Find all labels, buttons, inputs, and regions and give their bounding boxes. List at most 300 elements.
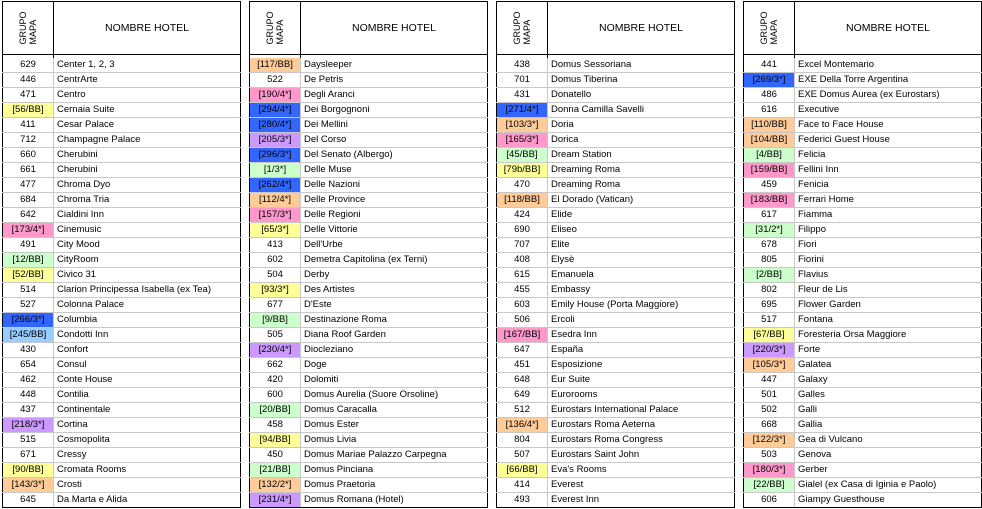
table-row <box>3 178 241 193</box>
map-group-code: 527 <box>3 298 54 313</box>
hotel-name: Fiamma <box>795 208 982 223</box>
map-group-code: 671 <box>3 448 54 463</box>
table-row <box>497 298 735 313</box>
hotel-name: Eurostars Roma Aeterna <box>548 418 735 433</box>
map-group-code: 493 <box>497 493 548 508</box>
table-row <box>744 253 982 268</box>
hotel-name: Derby <box>301 268 488 283</box>
table-row <box>3 433 241 448</box>
hotel-name: Eurorooms <box>548 388 735 403</box>
hotel-name: Everest Inn <box>548 493 735 508</box>
nombre-hotel-header: NOMBRE HOTEL <box>795 2 982 55</box>
table-row <box>3 118 241 133</box>
table-row <box>497 403 735 418</box>
map-group-code: 470 <box>497 178 548 193</box>
map-group-code: [230/4*] <box>250 343 301 358</box>
hotel-name: Clarion Principessa Isabella (ex Tea) <box>54 283 241 298</box>
hotel-name: España <box>548 343 735 358</box>
hotel-name: Eliseo <box>548 223 735 238</box>
map-group-code: 616 <box>744 103 795 118</box>
map-group-code: 411 <box>3 118 54 133</box>
hotel-name: Gea di Vulcano <box>795 433 982 448</box>
map-group-code: [2/BB] <box>744 268 795 283</box>
hotel-name: Fenicia <box>795 178 982 193</box>
hotel-name: Ercoli <box>548 313 735 328</box>
hotel-name: Cherubini <box>54 163 241 178</box>
table-row <box>250 133 488 148</box>
table-row <box>744 118 982 133</box>
map-group-code: 408 <box>497 253 548 268</box>
hotel-name: Giampy Guesthouse <box>795 493 982 508</box>
hotel-name: Domus Mariae Palazzo Carpegna <box>301 448 488 463</box>
hotel-name: Colonna Palace <box>54 298 241 313</box>
map-group-code: 455 <box>497 283 548 298</box>
table-row <box>744 478 982 493</box>
hotel-name: Eurostars International Palace <box>548 403 735 418</box>
grupo-mapa-header: GRUPO MAPA <box>497 2 548 55</box>
hotel-name: Cialdini Inn <box>54 208 241 223</box>
hotel-name: Gerber <box>795 463 982 478</box>
map-group-code: [143/3*] <box>3 478 54 493</box>
table-row <box>250 73 488 88</box>
map-group-code: 707 <box>497 238 548 253</box>
map-group-code: [271/4*] <box>497 103 548 118</box>
hotel-name: Condotti Inn <box>54 328 241 343</box>
table-row <box>3 58 241 73</box>
table-row <box>744 88 982 103</box>
hotel-name: Cosmopolita <box>54 433 241 448</box>
map-group-code: 501 <box>744 388 795 403</box>
hotel-name: Embassy <box>548 283 735 298</box>
table-row <box>744 358 982 373</box>
table-row <box>3 358 241 373</box>
table-row <box>3 448 241 463</box>
hotel-name: City Mood <box>54 238 241 253</box>
map-group-code: 486 <box>744 88 795 103</box>
hotel-table <box>743 1 982 508</box>
hotel-name: Del Senato (Albergo) <box>301 148 488 163</box>
table-row <box>250 208 488 223</box>
table-row <box>3 73 241 88</box>
table-row <box>497 463 735 478</box>
map-group-code: 684 <box>3 193 54 208</box>
nombre-hotel-header: NOMBRE HOTEL <box>301 2 488 55</box>
table-row <box>3 313 241 328</box>
map-group-code: [205/3*] <box>250 133 301 148</box>
hotel-name: Elide <box>548 208 735 223</box>
hotel-name: Domus Tiberina <box>548 73 735 88</box>
table-row <box>497 433 735 448</box>
map-group-code: 677 <box>250 298 301 313</box>
hotel-table <box>249 1 488 508</box>
map-group-code: 446 <box>3 73 54 88</box>
table-row <box>744 493 982 508</box>
table-row <box>497 223 735 238</box>
hotel-name: Eva's Rooms <box>548 463 735 478</box>
table-row <box>250 493 488 508</box>
map-group-code: 647 <box>497 343 548 358</box>
table-row <box>497 478 735 493</box>
map-group-code: [294/4*] <box>250 103 301 118</box>
table-row <box>497 163 735 178</box>
table-row <box>3 298 241 313</box>
map-group-code: 802 <box>744 283 795 298</box>
table-row <box>250 313 488 328</box>
hotel-name: Chroma Tria <box>54 193 241 208</box>
table-row <box>3 223 241 238</box>
map-group-code: [118/BB] <box>497 193 548 208</box>
map-group-code: 600 <box>250 388 301 403</box>
map-group-code: 447 <box>744 373 795 388</box>
map-group-code: [45/BB] <box>497 148 548 163</box>
map-group-code: [167/BB] <box>497 328 548 343</box>
hotel-name: Delle Vittorie <box>301 223 488 238</box>
table-row <box>497 178 735 193</box>
map-group-code: 660 <box>3 148 54 163</box>
hotel-name: EXE Della Torre Argentina <box>795 73 982 88</box>
hotel-name: Cesar Palace <box>54 118 241 133</box>
table-row <box>3 463 241 478</box>
hotel-name: Galaxy <box>795 373 982 388</box>
hotel-name: Confort <box>54 343 241 358</box>
hotel-name: Civico 31 <box>54 268 241 283</box>
hotel-name: Elite <box>548 238 735 253</box>
map-group-code: 678 <box>744 238 795 253</box>
table-row <box>497 448 735 463</box>
table-row <box>497 103 735 118</box>
grupo-mapa-header: GRUPO MAPA <box>250 2 301 55</box>
map-group-code: [12/BB] <box>3 253 54 268</box>
table-row <box>497 118 735 133</box>
table-row <box>250 193 488 208</box>
table-row <box>744 448 982 463</box>
map-group-code: [183/BB] <box>744 193 795 208</box>
table-row <box>744 223 982 238</box>
table-row <box>3 208 241 223</box>
table-row <box>250 358 488 373</box>
map-group-code: [4/BB] <box>744 148 795 163</box>
hotel-name: Destinazione Roma <box>301 313 488 328</box>
table-row <box>250 178 488 193</box>
table-row <box>3 418 241 433</box>
map-group-code: 629 <box>3 58 54 73</box>
map-group-code: 522 <box>250 73 301 88</box>
hotel-name: Domus Praetoria <box>301 478 488 493</box>
hotel-table-2 <box>249 1 487 508</box>
map-group-code: [105/3*] <box>744 358 795 373</box>
nombre-hotel-header: NOMBRE HOTEL <box>54 2 241 55</box>
map-group-code: 441 <box>744 58 795 73</box>
map-group-code: [159/BB] <box>744 163 795 178</box>
hotel-name: Domus Romana (Hotel) <box>301 493 488 508</box>
hotel-name: Cinemusic <box>54 223 241 238</box>
hotel-name: Dei Borgognoni <box>301 103 488 118</box>
hotel-name: El Dorado (Vatican) <box>548 193 735 208</box>
hotel-name: Domus Aurelia (Suore Orsoline) <box>301 388 488 403</box>
table-row <box>497 133 735 148</box>
hotel-name: Forte <box>795 343 982 358</box>
hotel-name: Cernaia Suite <box>54 103 241 118</box>
table-row <box>250 478 488 493</box>
hotel-name: Doge <box>301 358 488 373</box>
table-row <box>744 163 982 178</box>
map-group-code: 413 <box>250 238 301 253</box>
hotel-name: De Petris <box>301 73 488 88</box>
table-row <box>497 358 735 373</box>
map-group-code: 668 <box>744 418 795 433</box>
table-row <box>744 328 982 343</box>
grupo-mapa-header: GRUPO MAPA <box>3 2 54 55</box>
hotel-table-1 <box>2 1 240 508</box>
table-row <box>744 298 982 313</box>
hotel-name: Consul <box>54 358 241 373</box>
hotel-name: Continentale <box>54 403 241 418</box>
hotel-name: Cortina <box>54 418 241 433</box>
table-row <box>497 73 735 88</box>
table-row <box>744 73 982 88</box>
hotel-name: Des Artistes <box>301 283 488 298</box>
table-row <box>3 373 241 388</box>
map-group-code: 517 <box>744 313 795 328</box>
hotel-name: Delle Province <box>301 193 488 208</box>
map-group-code: 514 <box>3 283 54 298</box>
hotel-name: Demetra Capitolina (ex Terni) <box>301 253 488 268</box>
table-row <box>3 478 241 493</box>
hotel-name: Degli Aranci <box>301 88 488 103</box>
map-group-code: [52/BB] <box>3 268 54 283</box>
map-group-code: 805 <box>744 253 795 268</box>
table-row <box>250 223 488 238</box>
map-group-code: 458 <box>250 418 301 433</box>
hotel-table-3 <box>496 1 734 508</box>
map-group-code: 712 <box>3 133 54 148</box>
hotel-name: Centro <box>54 88 241 103</box>
hotel-name: Eurostars Saint John <box>548 448 735 463</box>
table-row <box>497 253 735 268</box>
table-row <box>3 253 241 268</box>
map-group-code: 504 <box>250 268 301 283</box>
hotel-name: Champagne Palace <box>54 133 241 148</box>
hotel-name: Dream Station <box>548 148 735 163</box>
map-group-code: [94/BB] <box>250 433 301 448</box>
map-group-code: [103/3*] <box>497 118 548 133</box>
map-group-code: [112/4*] <box>250 193 301 208</box>
table-row <box>744 373 982 388</box>
map-group-code: 512 <box>497 403 548 418</box>
hotel-name: Galli <box>795 403 982 418</box>
map-group-code: 505 <box>250 328 301 343</box>
nombre-hotel-header: NOMBRE HOTEL <box>548 2 735 55</box>
map-group-code: 654 <box>3 358 54 373</box>
map-group-code: [9/BB] <box>250 313 301 328</box>
table-row <box>3 388 241 403</box>
map-group-code: 662 <box>250 358 301 373</box>
hotel-name: CentrArte <box>54 73 241 88</box>
map-group-code: [22/BB] <box>744 478 795 493</box>
map-group-code: [110/BB] <box>744 118 795 133</box>
map-group-code: 606 <box>744 493 795 508</box>
map-group-code: 451 <box>497 358 548 373</box>
table-row <box>744 388 982 403</box>
map-group-code: [122/3*] <box>744 433 795 448</box>
map-group-code: 642 <box>3 208 54 223</box>
hotel-name: Flavius <box>795 268 982 283</box>
table-row <box>497 88 735 103</box>
map-group-code: [93/3*] <box>250 283 301 298</box>
table-row <box>3 193 241 208</box>
table-row <box>744 133 982 148</box>
table-row <box>250 118 488 133</box>
map-group-code: 617 <box>744 208 795 223</box>
map-group-code: [1/3*] <box>250 163 301 178</box>
table-row <box>497 328 735 343</box>
table-row <box>3 88 241 103</box>
hotel-name: Da Marta e Alida <box>54 493 241 508</box>
map-group-code: 450 <box>250 448 301 463</box>
hotel-name: Daysleeper <box>301 58 488 73</box>
hotel-name: Chroma Dyo <box>54 178 241 193</box>
table-row <box>250 388 488 403</box>
table-row <box>497 493 735 508</box>
table-row <box>744 178 982 193</box>
map-group-code: 648 <box>497 373 548 388</box>
map-group-code: 507 <box>497 448 548 463</box>
hotel-name: Fontana <box>795 313 982 328</box>
table-row <box>497 148 735 163</box>
table-row <box>250 373 488 388</box>
hotel-name: Fiori <box>795 238 982 253</box>
table-row <box>250 88 488 103</box>
table-row <box>497 313 735 328</box>
table-row <box>497 208 735 223</box>
map-group-code: 506 <box>497 313 548 328</box>
map-group-code: 471 <box>3 88 54 103</box>
hotel-name: Diocleziano <box>301 343 488 358</box>
map-group-code: [262/4*] <box>250 178 301 193</box>
map-group-code: [245/BB] <box>3 328 54 343</box>
hotel-name: Columbia <box>54 313 241 328</box>
table-row <box>744 58 982 73</box>
hotel-table <box>496 1 735 508</box>
map-group-code: [180/3*] <box>744 463 795 478</box>
hotel-name: Dei Mellini <box>301 118 488 133</box>
map-group-code: 690 <box>497 223 548 238</box>
hotel-name: Eurostars Roma Congress <box>548 433 735 448</box>
table-row <box>497 193 735 208</box>
table-row <box>250 448 488 463</box>
map-group-code: 414 <box>497 478 548 493</box>
table-row <box>497 418 735 433</box>
table-row <box>250 298 488 313</box>
map-group-code: [90/BB] <box>3 463 54 478</box>
map-group-code: [190/4*] <box>250 88 301 103</box>
hotel-name: Donna Camilla Savelli <box>548 103 735 118</box>
table-row <box>3 133 241 148</box>
hotel-name: Eur Suite <box>548 373 735 388</box>
map-group-code: 430 <box>3 343 54 358</box>
table-row <box>744 433 982 448</box>
hotel-table-4 <box>743 1 981 508</box>
map-group-code: [65/3*] <box>250 223 301 238</box>
table-row <box>250 343 488 358</box>
map-group-code: 695 <box>744 298 795 313</box>
hotel-table <box>2 1 241 508</box>
map-group-code: [220/3*] <box>744 343 795 358</box>
hotel-name: Dorica <box>548 133 735 148</box>
hotel-name: Domus Ester <box>301 418 488 433</box>
map-group-code: [218/3*] <box>3 418 54 433</box>
hotel-name: Del Corso <box>301 133 488 148</box>
table-row <box>497 388 735 403</box>
hotel-name: Elysè <box>548 253 735 268</box>
hotel-name: Gialel (ex Casa di Iginia e Paolo) <box>795 478 982 493</box>
hotel-name: D'Este <box>301 298 488 313</box>
table-row <box>497 238 735 253</box>
hotel-name: Executive <box>795 103 982 118</box>
map-group-code: [132/2*] <box>250 478 301 493</box>
table-row <box>250 238 488 253</box>
hotel-name: Dreaming Roma <box>548 178 735 193</box>
hotel-name: Esposizione <box>548 358 735 373</box>
table-row <box>250 418 488 433</box>
hotel-name: Dreaming Roma <box>548 163 735 178</box>
table-row <box>744 418 982 433</box>
map-group-code: 491 <box>3 238 54 253</box>
hotel-name: Doria <box>548 118 735 133</box>
map-group-code: 503 <box>744 448 795 463</box>
hotel-name: Cherubini <box>54 148 241 163</box>
table-row <box>250 163 488 178</box>
map-group-code: 515 <box>3 433 54 448</box>
map-group-code: 431 <box>497 88 548 103</box>
hotel-name: CityRoom <box>54 253 241 268</box>
table-row <box>744 148 982 163</box>
table-row <box>497 58 735 73</box>
hotel-name: Genova <box>795 448 982 463</box>
hotel-name: Face to Face House <box>795 118 982 133</box>
table-row <box>250 58 488 73</box>
map-group-code: 701 <box>497 73 548 88</box>
map-group-code: [280/4*] <box>250 118 301 133</box>
hotel-name: Domus Sessoriana <box>548 58 735 73</box>
map-group-code: 462 <box>3 373 54 388</box>
hotel-name: Emanuela <box>548 268 735 283</box>
table-row <box>250 253 488 268</box>
hotel-name: EXE Domus Aurea (ex Eurostars) <box>795 88 982 103</box>
map-group-code: [66/BB] <box>497 463 548 478</box>
hotel-name: Gallia <box>795 418 982 433</box>
hotel-name: Delle Muse <box>301 163 488 178</box>
table-row <box>744 343 982 358</box>
table-row <box>744 193 982 208</box>
table-row <box>3 328 241 343</box>
hotel-name: Fiorini <box>795 253 982 268</box>
table-row <box>3 238 241 253</box>
table-row <box>744 283 982 298</box>
map-group-code: [231/4*] <box>250 493 301 508</box>
hotel-name: Domus Livia <box>301 433 488 448</box>
map-group-code: 477 <box>3 178 54 193</box>
hotel-name: Galatea <box>795 358 982 373</box>
table-row <box>3 163 241 178</box>
map-group-code: 661 <box>3 163 54 178</box>
hotel-name: Cressy <box>54 448 241 463</box>
hotel-name: Cromata Rooms <box>54 463 241 478</box>
map-group-code: [296/3*] <box>250 148 301 163</box>
hotel-name: Center 1, 2, 3 <box>54 58 241 73</box>
table-row <box>250 148 488 163</box>
map-group-code: 602 <box>250 253 301 268</box>
